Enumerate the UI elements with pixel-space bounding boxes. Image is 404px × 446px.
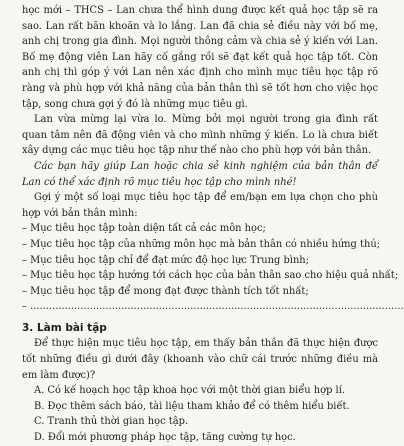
goal-item-3: – Mục tiêu học tập chỉ để đạt mức độ học lực Trung bình;: [22, 254, 309, 266]
goal-item-1: – Mục tiêu học tập toàn diện tất cả các môn học;: [22, 223, 266, 235]
exercise-option-d: D. Đổi mới phương pháp học tập, tăng cường tự học.: [34, 432, 296, 444]
exercise-option-b: B. Đọc thêm sách báo, tài liệu tham khảo để có thêm hiểu biết.: [34, 400, 350, 412]
exercise-option-c: C. Tranh thủ thời gian học tập.: [34, 416, 189, 428]
paragraph-story-1: học mới – THCS – Lan chưa thể hình dung được kết quả học tập sẽ ra sao. Lan rất băn khoăn và lo lắng. Lan đã chia sẻ điều này với bố mẹ, anh chị trong gia đình. Mọi người thông cảm và chia sẻ ý kiến với Lan. Bố mẹ động viên Lan hãy cố gắng rồi sẽ đạt kết quả học tập tốt. Còn anh chị thì góp ý với Lan nên xác định cho mình mục tiêu học tập rõ ràng và phù hợp với khả năng của bản thân thì sẽ tốt hơn cho việc học tập, song chưa gợi ý đó là những mục tiêu gì.: [22, 5, 378, 110]
section-title: 3. Làm bài tập: [22, 321, 107, 334]
paragraph-prompt: Các bạn hãy giúp Lan hoặc chia sẻ kinh nghiệm của bản thân để Lan có thể xác định rõ mục tiêu học tập cho mình nhé!: [22, 160, 378, 188]
goal-item-5: – Mục tiêu học tập để mong đạt được thành tích tốt nhất;: [22, 285, 309, 297]
exercise-option-a: A. Có kế hoạch học tập khoa học với một thời gian biểu hợp lí.: [34, 385, 345, 397]
exercise-intro: Để thực hiện mục tiêu học tập, em thấy bản thân đã thực hiện được tốt những điều gì dưới đây (khoanh vào chữ cái trước những điều mà em làm được)?: [22, 338, 378, 381]
paragraph-suggestion: Gợi ý một số loại mục tiêu học tập để em/bạn em lựa chọn cho phù hợp với bản thân mình:: [22, 192, 378, 219]
goal-blank-line: – .......................................................................................................................: [22, 301, 404, 313]
goal-item-4: – Mục tiêu học tập hướng tới cách học của bản thân sao cho hiệu quả nhất;: [22, 270, 399, 282]
goal-item-2: – Mục tiêu học tập của những môn học mà bản thân có nhiều hứng thú;: [22, 238, 381, 250]
paragraph-story-2: Lan vừa mừng lại vừa lo. Mừng bởi mọi người trong gia đình rất quan tâm nên đã động viên và cho mình những ý kiến. Lo là chưa biết xây dựng các mục tiêu học tập như thế nào cho phù hợp với bản thân.: [22, 114, 378, 157]
